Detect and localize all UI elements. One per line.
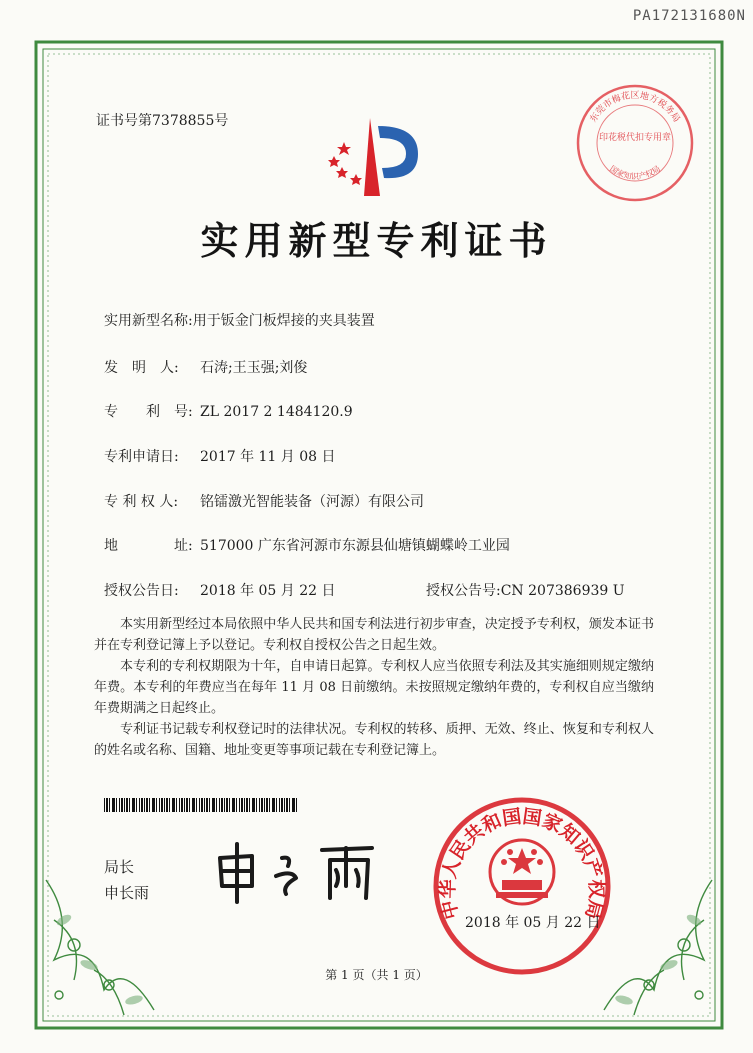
grant-number-row <box>426 580 625 600</box>
inventors-row <box>104 357 307 377</box>
tax-stamp <box>574 82 696 204</box>
director-name: 申长雨 <box>104 884 150 902</box>
seal-date: 2018 年 05 月 22 日 <box>465 915 601 931</box>
statement-paragraph: 本专利的专利权期限为十年，自申请日起算。专利权人应当依照专利法及其实施细则规定缴纳年费。本专利的年费应当在每年 11 月 08 日前缴纳。未按照规定缴纳年费的，专利权自应当缴纳年费期满之日起终止。 <box>94 659 654 716</box>
inventors-value: 石涛;王玉强;刘俊 <box>200 360 308 376</box>
filing-date-row <box>104 446 336 466</box>
grant-date-value: 2018 年 05 月 22 日 <box>200 583 336 599</box>
tax-stamp-bottom-text: 国家知识产权局 <box>607 164 663 182</box>
national-emblem-icon <box>490 840 554 904</box>
svg-text:东莞市梅花区地方税务局 <box>587 89 682 124</box>
state-ip-office-seal-text: 中华人民共和国国家知识产权局 <box>436 805 608 922</box>
page-number: 第 1 页（共 1 页） <box>325 968 428 982</box>
utility-model-name-row <box>104 310 375 330</box>
document-title: 实用新型专利证书 <box>200 218 553 263</box>
patent-number-row <box>104 401 353 421</box>
inventors-label: 发 明 人: <box>104 360 179 376</box>
director-title: 局长 <box>104 858 135 876</box>
patent-number-value: ZL 2017 2 1484120.9 <box>200 404 353 420</box>
handwritten-reference-note: PA172131680N <box>632 8 746 24</box>
address-value: 517000 广东省河源市东源县仙塘镇蝴蝶岭工业园 <box>200 538 510 554</box>
certificate-number: 证书号第7378855号 <box>96 113 229 129</box>
patentee-label: 专 利 权 人: <box>104 494 179 510</box>
tax-stamp-inner-text: 印花税代扣专用章 <box>598 133 672 143</box>
utility-model-name-value: 用于钣金门板焊接的夹具装置 <box>192 313 375 329</box>
filing-date-value: 2017 年 11 月 08 日 <box>200 449 336 465</box>
patent-office-logo <box>318 112 428 202</box>
barcode <box>104 797 300 811</box>
tax-stamp-text: 东莞市梅花区地方税务局 <box>588 91 682 125</box>
patent-number-label: 专 利 号: <box>104 404 193 420</box>
grant-date-label: 授权公告日: <box>104 583 179 599</box>
statement-paragraph: 专利证书记载专利权登记时的法律状况。专利权的转移、质押、无效、终止、恢复和专利权人的姓名或名称、国籍、地址变更等事项记载在专利登记簿上。 <box>94 722 654 758</box>
state-ip-office-seal <box>432 796 612 976</box>
address-row <box>104 535 510 555</box>
address-label: 地 址: <box>104 538 193 554</box>
grant-number-label: 授权公告号: <box>426 583 501 599</box>
utility-model-name-label: 实用新型名称: <box>104 313 193 329</box>
patentee-value: 铭镭激光智能装备（河源）有限公司 <box>200 494 424 510</box>
grant-date-row <box>104 580 336 600</box>
director-signature <box>212 836 382 906</box>
svg-text:国家知识产权局 <box>608 164 662 181</box>
patentee-row <box>104 491 424 511</box>
grant-number-value: CN 207386939 U <box>500 583 625 599</box>
filing-date-label: 专利申请日: <box>104 449 179 465</box>
statement-paragraph: 本实用新型经过本局依照中华人民共和国专利法进行初步审查，决定授予专利权，颁发本证书并在专利登记簿上予以登记。专利权自授权公告之日起生效。 <box>94 617 654 653</box>
